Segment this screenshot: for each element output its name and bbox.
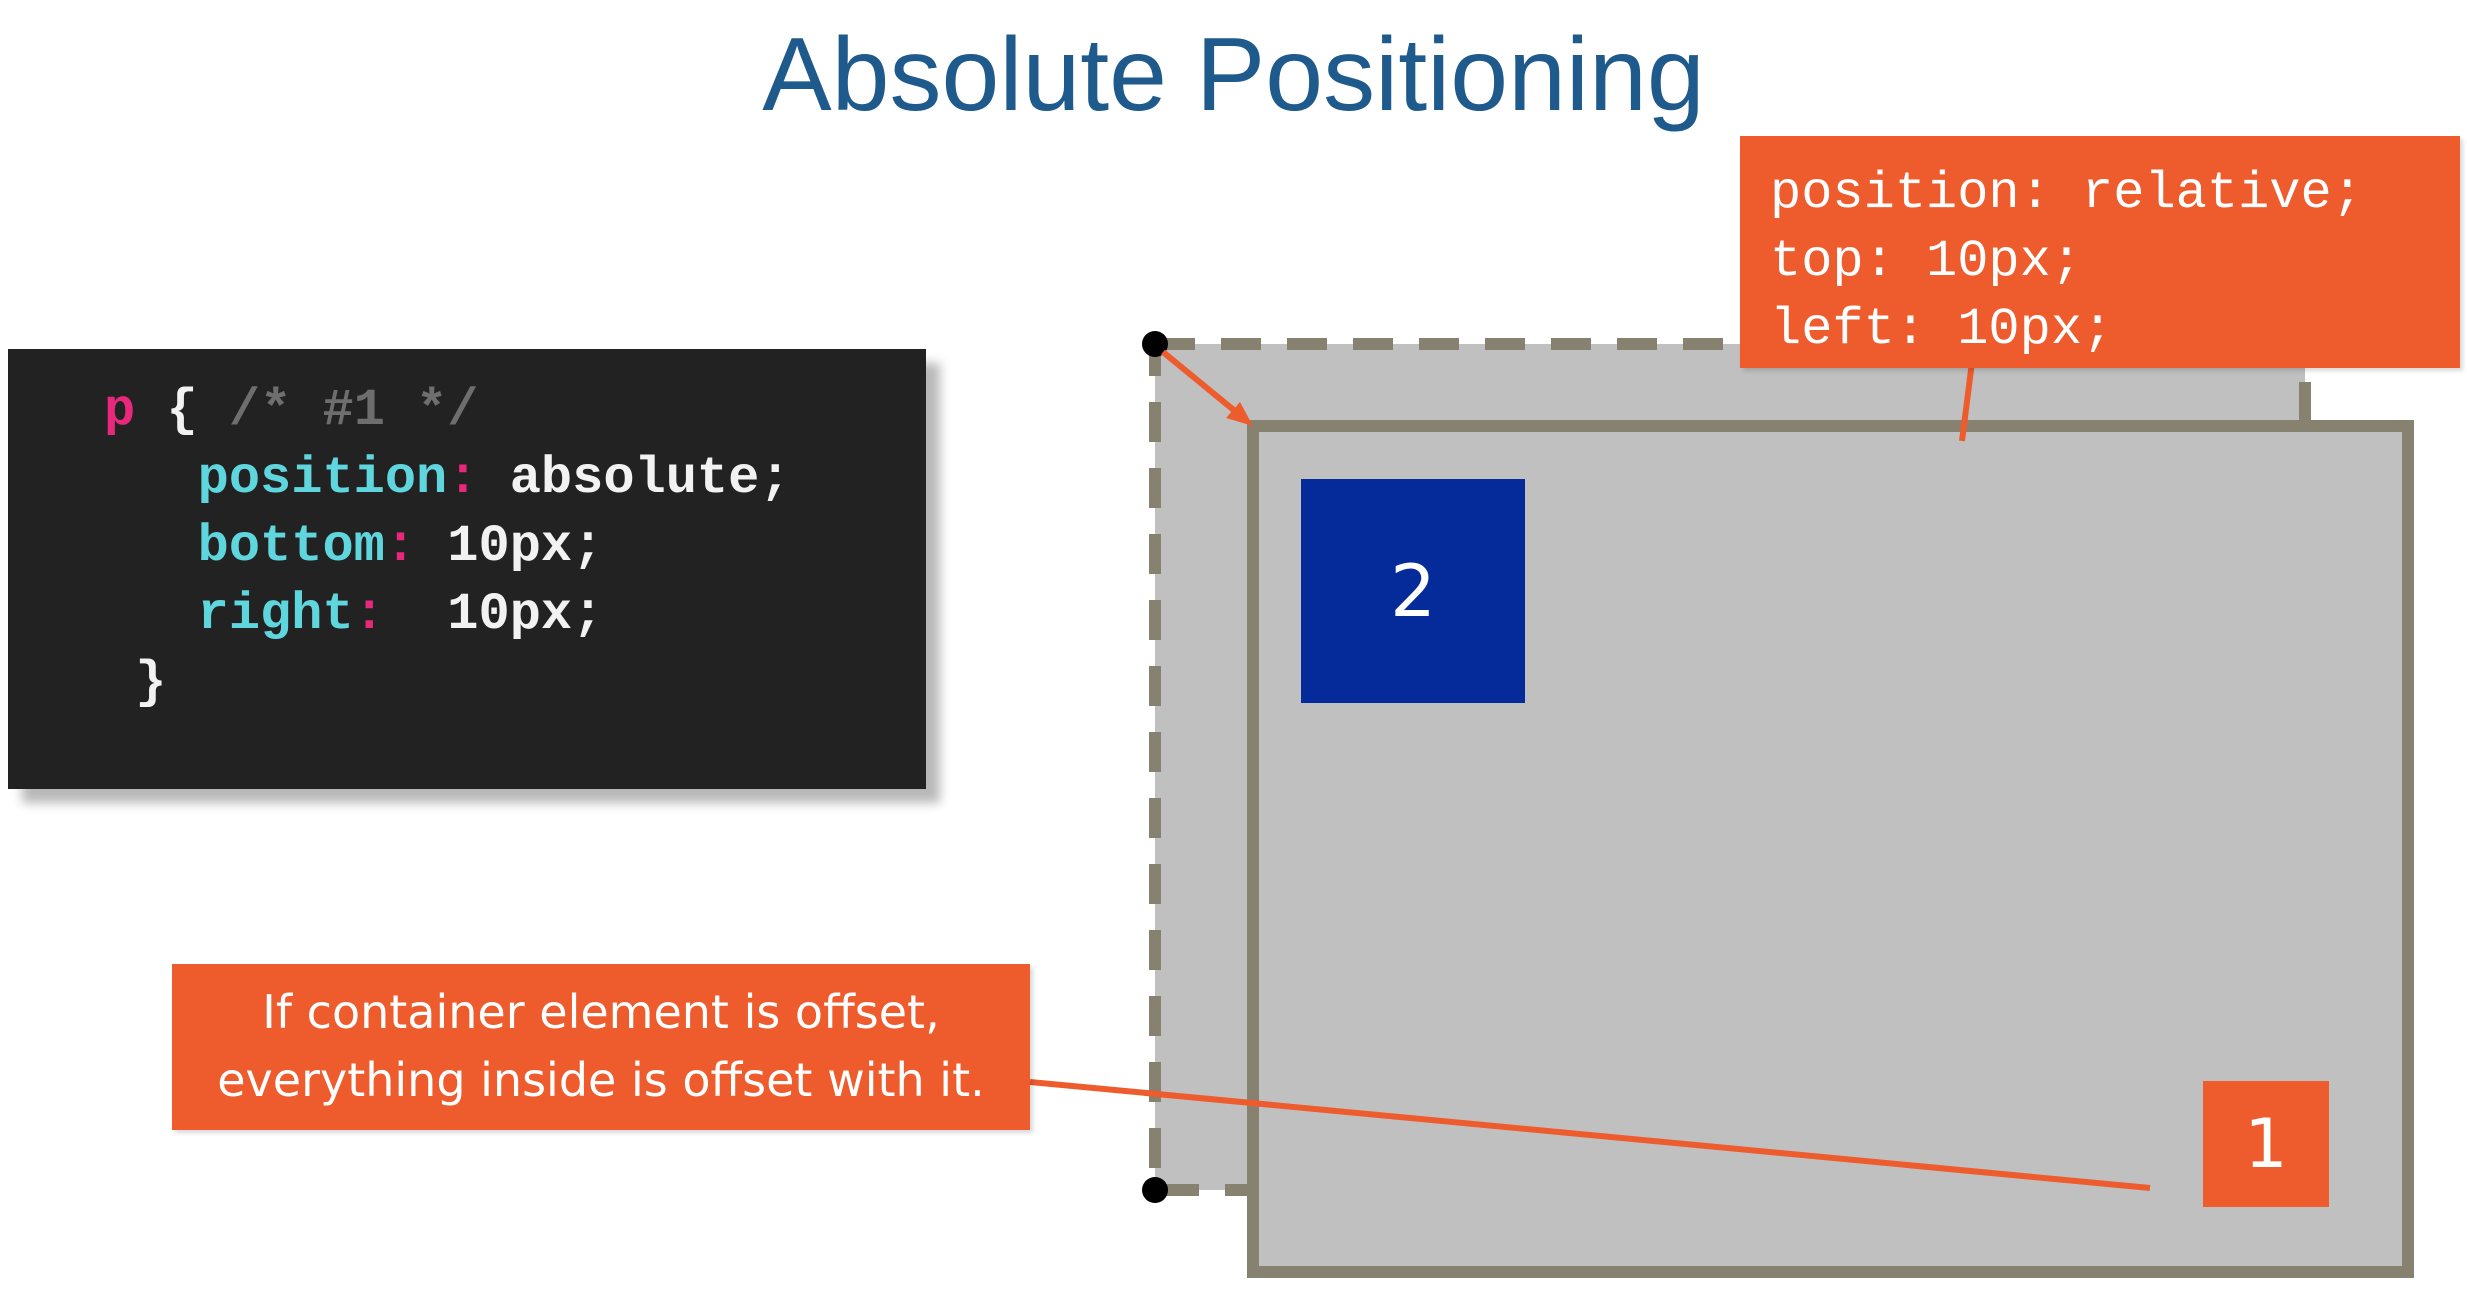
css-property-right: right (197, 585, 354, 644)
slide-title: Absolute Positioning (762, 17, 1705, 133)
css-colon: : (447, 449, 479, 508)
callout-line-position: position: relative; (1770, 164, 2363, 223)
explanation-line-1: If container element is offset, (262, 985, 940, 1039)
container-css-callout (1740, 136, 2460, 368)
css-property-position: position (197, 449, 448, 508)
container-css-text (1770, 160, 2363, 364)
open-brace: { (166, 381, 198, 440)
css-property-bottom: bottom (197, 517, 385, 576)
css-value-right: 10px; (416, 585, 604, 644)
callout-line-left: left: 10px; (1770, 300, 2114, 359)
offset-explanation-callout (172, 964, 1030, 1130)
css-value-position: absolute; (509, 449, 791, 508)
element-box-1: 1 (2203, 1081, 2329, 1207)
bottom-left-marker (1142, 1177, 1168, 1203)
close-brace: } (135, 653, 167, 712)
element-box-2: 2 (1301, 479, 1525, 703)
callout-line-top: top: 10px; (1770, 232, 2083, 291)
css-comment: /* #1 */ (228, 381, 479, 440)
css-colon: : (353, 585, 385, 644)
css-value-bottom: 10px; (447, 517, 604, 576)
explanation-line-2: everything inside is offset with it. (217, 1053, 985, 1107)
css-colon: : (384, 517, 417, 576)
css-selector: p (104, 381, 136, 440)
